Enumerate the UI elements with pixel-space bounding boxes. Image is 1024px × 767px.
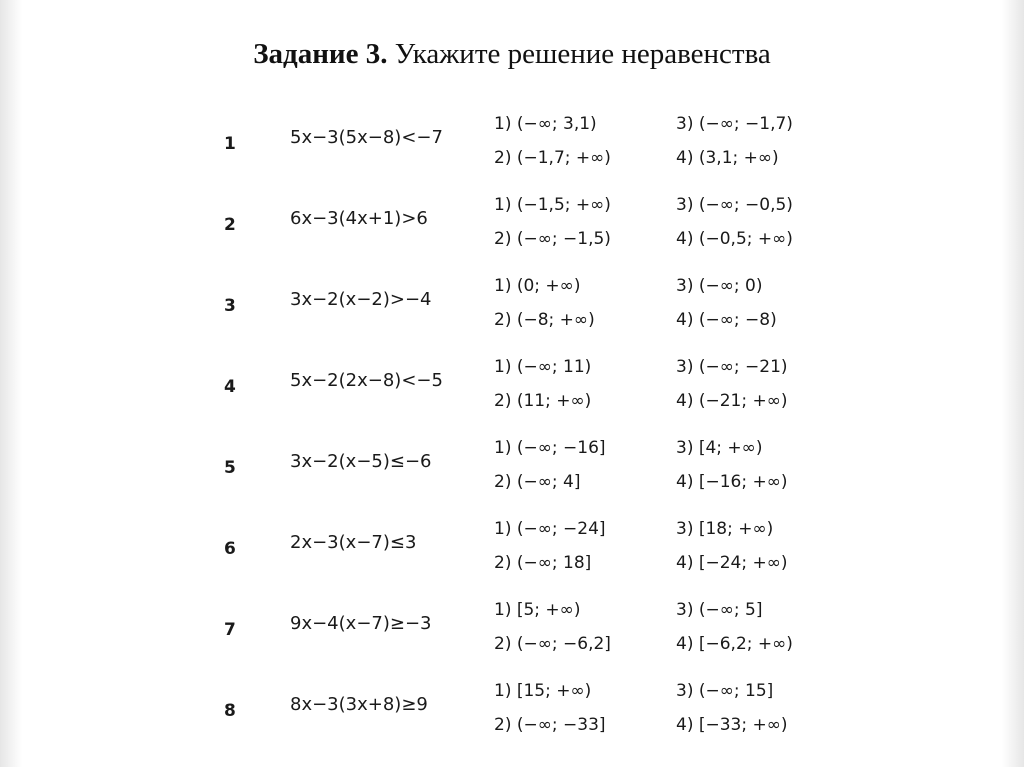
answer-option-4: 4) (−∞; −8): [676, 310, 777, 330]
inequality: 9x−4(x−7)≥−3: [290, 613, 432, 634]
answer-option-1: 1) (−∞; −16]: [494, 438, 606, 458]
answer-option-3: 3) (−∞; 0): [676, 276, 763, 296]
answer-option-3: 3) [4; +∞): [676, 438, 763, 458]
inequality: 8x−3(3x+8)≥9: [290, 694, 428, 715]
answer-option-2: 2) (−∞; 4]: [494, 472, 581, 492]
answer-option-2: 2) (−8; +∞): [494, 310, 595, 330]
task-row: [200, 106, 840, 187]
inequality: 5x−2(2x−8)<−5: [290, 370, 443, 391]
task-row: [200, 187, 840, 268]
page-title: [0, 38, 1024, 71]
task-number: 4: [224, 377, 236, 397]
task-row: [200, 592, 840, 673]
task-row: [200, 430, 840, 511]
answer-option-1: 1) [5; +∞): [494, 600, 581, 620]
answer-option-2: 2) (−∞; −6,2]: [494, 634, 611, 654]
answer-option-4: 4) [−16; +∞): [676, 472, 788, 492]
inequality: 6x−3(4x+1)>6: [290, 208, 428, 229]
task-row: [200, 673, 840, 754]
inequality: 3x−2(x−5)≤−6: [290, 451, 432, 472]
answer-option-3: 3) (−∞; −21): [676, 357, 788, 377]
answer-option-3: 3) (−∞; −0,5): [676, 195, 793, 215]
task-row: [200, 268, 840, 349]
answer-option-3: 3) (−∞; −1,7): [676, 114, 793, 134]
answer-option-3: 3) [18; +∞): [676, 519, 774, 539]
inequality: 3x−2(x−2)>−4: [290, 289, 432, 310]
slide-shadow-right: [1002, 0, 1024, 767]
answer-option-4: 4) [−33; +∞): [676, 715, 788, 735]
answer-option-4: 4) (3,1; +∞): [676, 148, 779, 168]
answer-option-3: 3) (−∞; 5]: [676, 600, 763, 620]
answer-option-3: 3) (−∞; 15]: [676, 681, 774, 701]
answer-option-2: 2) (−∞; −1,5): [494, 229, 611, 249]
slide-shadow-left: [0, 0, 22, 767]
title-instruction: Укажите решение неравенства: [387, 38, 771, 70]
task-number: 3: [224, 296, 236, 316]
answer-option-1: 1) [15; +∞): [494, 681, 592, 701]
answer-option-1: 1) (−∞; 3,1): [494, 114, 597, 134]
title-task-label: Задание 3.: [253, 38, 388, 70]
answer-option-2: 2) (−∞; −33]: [494, 715, 606, 735]
answer-option-1: 1) (−∞; 11): [494, 357, 592, 377]
task-number: 8: [224, 701, 236, 721]
answer-option-2: 2) (−1,7; +∞): [494, 148, 611, 168]
task-row: [200, 511, 840, 592]
answer-option-1: 1) (0; +∞): [494, 276, 581, 296]
inequality: 2x−3(x−7)≤3: [290, 532, 417, 553]
answer-option-2: 2) (−∞; 18]: [494, 553, 592, 573]
task-number: 6: [224, 539, 236, 559]
answer-option-1: 1) (−1,5; +∞): [494, 195, 611, 215]
answer-option-4: 4) (−21; +∞): [676, 391, 788, 411]
answer-option-4: 4) [−6,2; +∞): [676, 634, 793, 654]
inequality: 5x−3(5x−8)<−7: [290, 127, 443, 148]
answer-option-4: 4) (−0,5; +∞): [676, 229, 793, 249]
task-row: [200, 349, 840, 430]
task-number: 7: [224, 620, 236, 640]
task-number: 5: [224, 458, 236, 478]
task-number: 2: [224, 215, 236, 235]
answer-option-2: 2) (11; +∞): [494, 391, 592, 411]
answer-option-1: 1) (−∞; −24]: [494, 519, 606, 539]
task-number: 1: [224, 134, 236, 154]
answer-option-4: 4) [−24; +∞): [676, 553, 788, 573]
